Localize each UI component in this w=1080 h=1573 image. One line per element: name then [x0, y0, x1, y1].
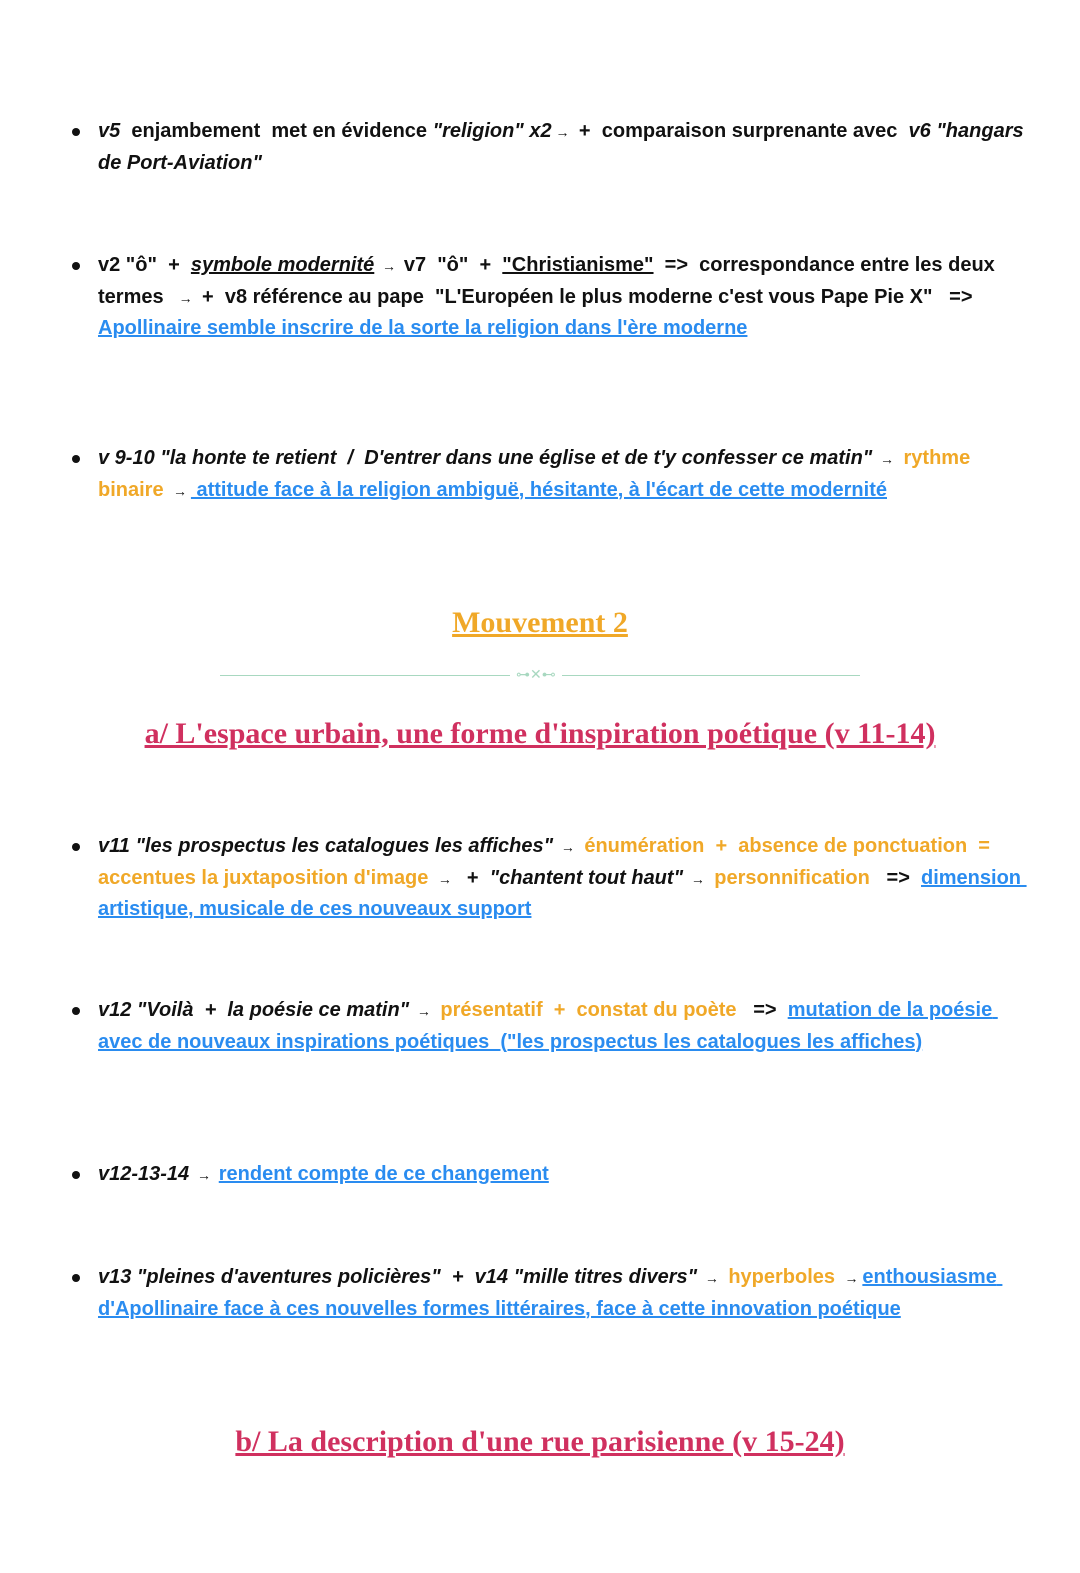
note-text: v7 "ô" + [403, 254, 503, 276]
list-item [98, 831, 1028, 925]
arrow-icon: → [169, 482, 191, 499]
note-text: + v8 référence au pape "L'Européen le plus moderne c'est vous Pape Pie X" => [196, 285, 983, 308]
list-item [98, 250, 1028, 344]
conclusion-link[interactable]: Apollinaire semble inscrire de la sorte la religion dans l'ère moderne [98, 317, 748, 339]
figure-of-speech: hyperboles [722, 1266, 841, 1288]
arrow-icon: → [683, 870, 709, 887]
figure-of-speech: rythme binaire [98, 447, 976, 501]
arrow-icon: → [553, 839, 579, 855]
section-a-heading: a/ L'espace urbain, une forme d'inspiration poétique (v 11-14) [144, 717, 936, 750]
note-text: v2 "ô" + [98, 254, 191, 276]
figure-of-speech: présentatif + constat du poète [434, 999, 743, 1021]
note-text: + [455, 866, 490, 889]
conclusion-link[interactable]: rendent compte de ce changement [218, 1163, 549, 1185]
arrow-icon: → [174, 289, 197, 306]
note-text: symbole modernité [190, 254, 375, 276]
arrow-icon: → [551, 124, 574, 140]
divider-ornament-icon: ⊶✕⊷ [510, 666, 562, 683]
note-text: v12-13-14 [98, 1163, 190, 1185]
note-text: v6 "hangars de Port-Aviation" [98, 120, 1030, 174]
conclusion-link[interactable]: dimension artistique, musicale de ces nouveaux support [98, 866, 1027, 920]
figure-of-speech: personnification [708, 866, 876, 889]
arrow-icon: → [697, 1270, 723, 1286]
note-text: "chantent tout haut" [489, 866, 684, 889]
arrow-icon: → [433, 870, 456, 887]
note-text: v13 "pleines d'aventures policières" + v14 "mille titres divers" [98, 1266, 698, 1288]
list-item [98, 995, 1028, 1057]
movement-heading: Mouvement 2 [452, 606, 628, 639]
section-b-heading: b/ La description d'une rue parisienne (v 15-24) [235, 1425, 845, 1458]
note-text: v11 "les prospectus les catalogues les affiches" [98, 835, 554, 857]
arrow-icon: → [840, 1270, 863, 1286]
list-item [98, 1262, 1028, 1324]
list-item [98, 116, 1028, 178]
note-text: v5 [98, 120, 121, 142]
note-text: "Christianisme" [502, 254, 654, 276]
conclusion-link[interactable]: mutation de la poésie avec de nouveaux inspirations poétiques ("les prospectus les catalogues les affiches) [98, 999, 998, 1053]
note-text: => [875, 866, 921, 889]
note-text: => [742, 999, 788, 1021]
ornamental-divider [220, 666, 860, 682]
note-text: => correspondance entre les deux termes [98, 254, 1001, 308]
note-text: v 9-10 "la honte te retient / D'entrer dans une église et de t'y confesser ce matin" [98, 447, 873, 469]
arrow-icon: → [374, 258, 404, 274]
figure-of-speech: énumération + absence de ponctuation = accentues la juxtaposition d'image [98, 835, 1002, 889]
note-text: v12 "Voilà + la poésie ce matin" [98, 999, 410, 1021]
note-text: + comparaison surprenante avec [573, 120, 909, 142]
list-item [98, 443, 1028, 506]
note-text: enjambement met en évidence [120, 120, 433, 142]
arrow-icon: → [872, 451, 898, 467]
conclusion-link[interactable]: enthousiasme d'Apollinaire face à ces nouvelles formes littéraires, face à cette innovation poétique [98, 1266, 1003, 1320]
conclusion-link[interactable]: attitude face à la religion ambiguë, hésitante, à l'écart de cette modernité [190, 478, 887, 501]
arrow-icon: → [189, 1167, 219, 1183]
list-item [98, 1159, 1028, 1191]
arrow-icon: → [409, 1003, 435, 1019]
note-text: "religion" x2 [432, 120, 552, 142]
